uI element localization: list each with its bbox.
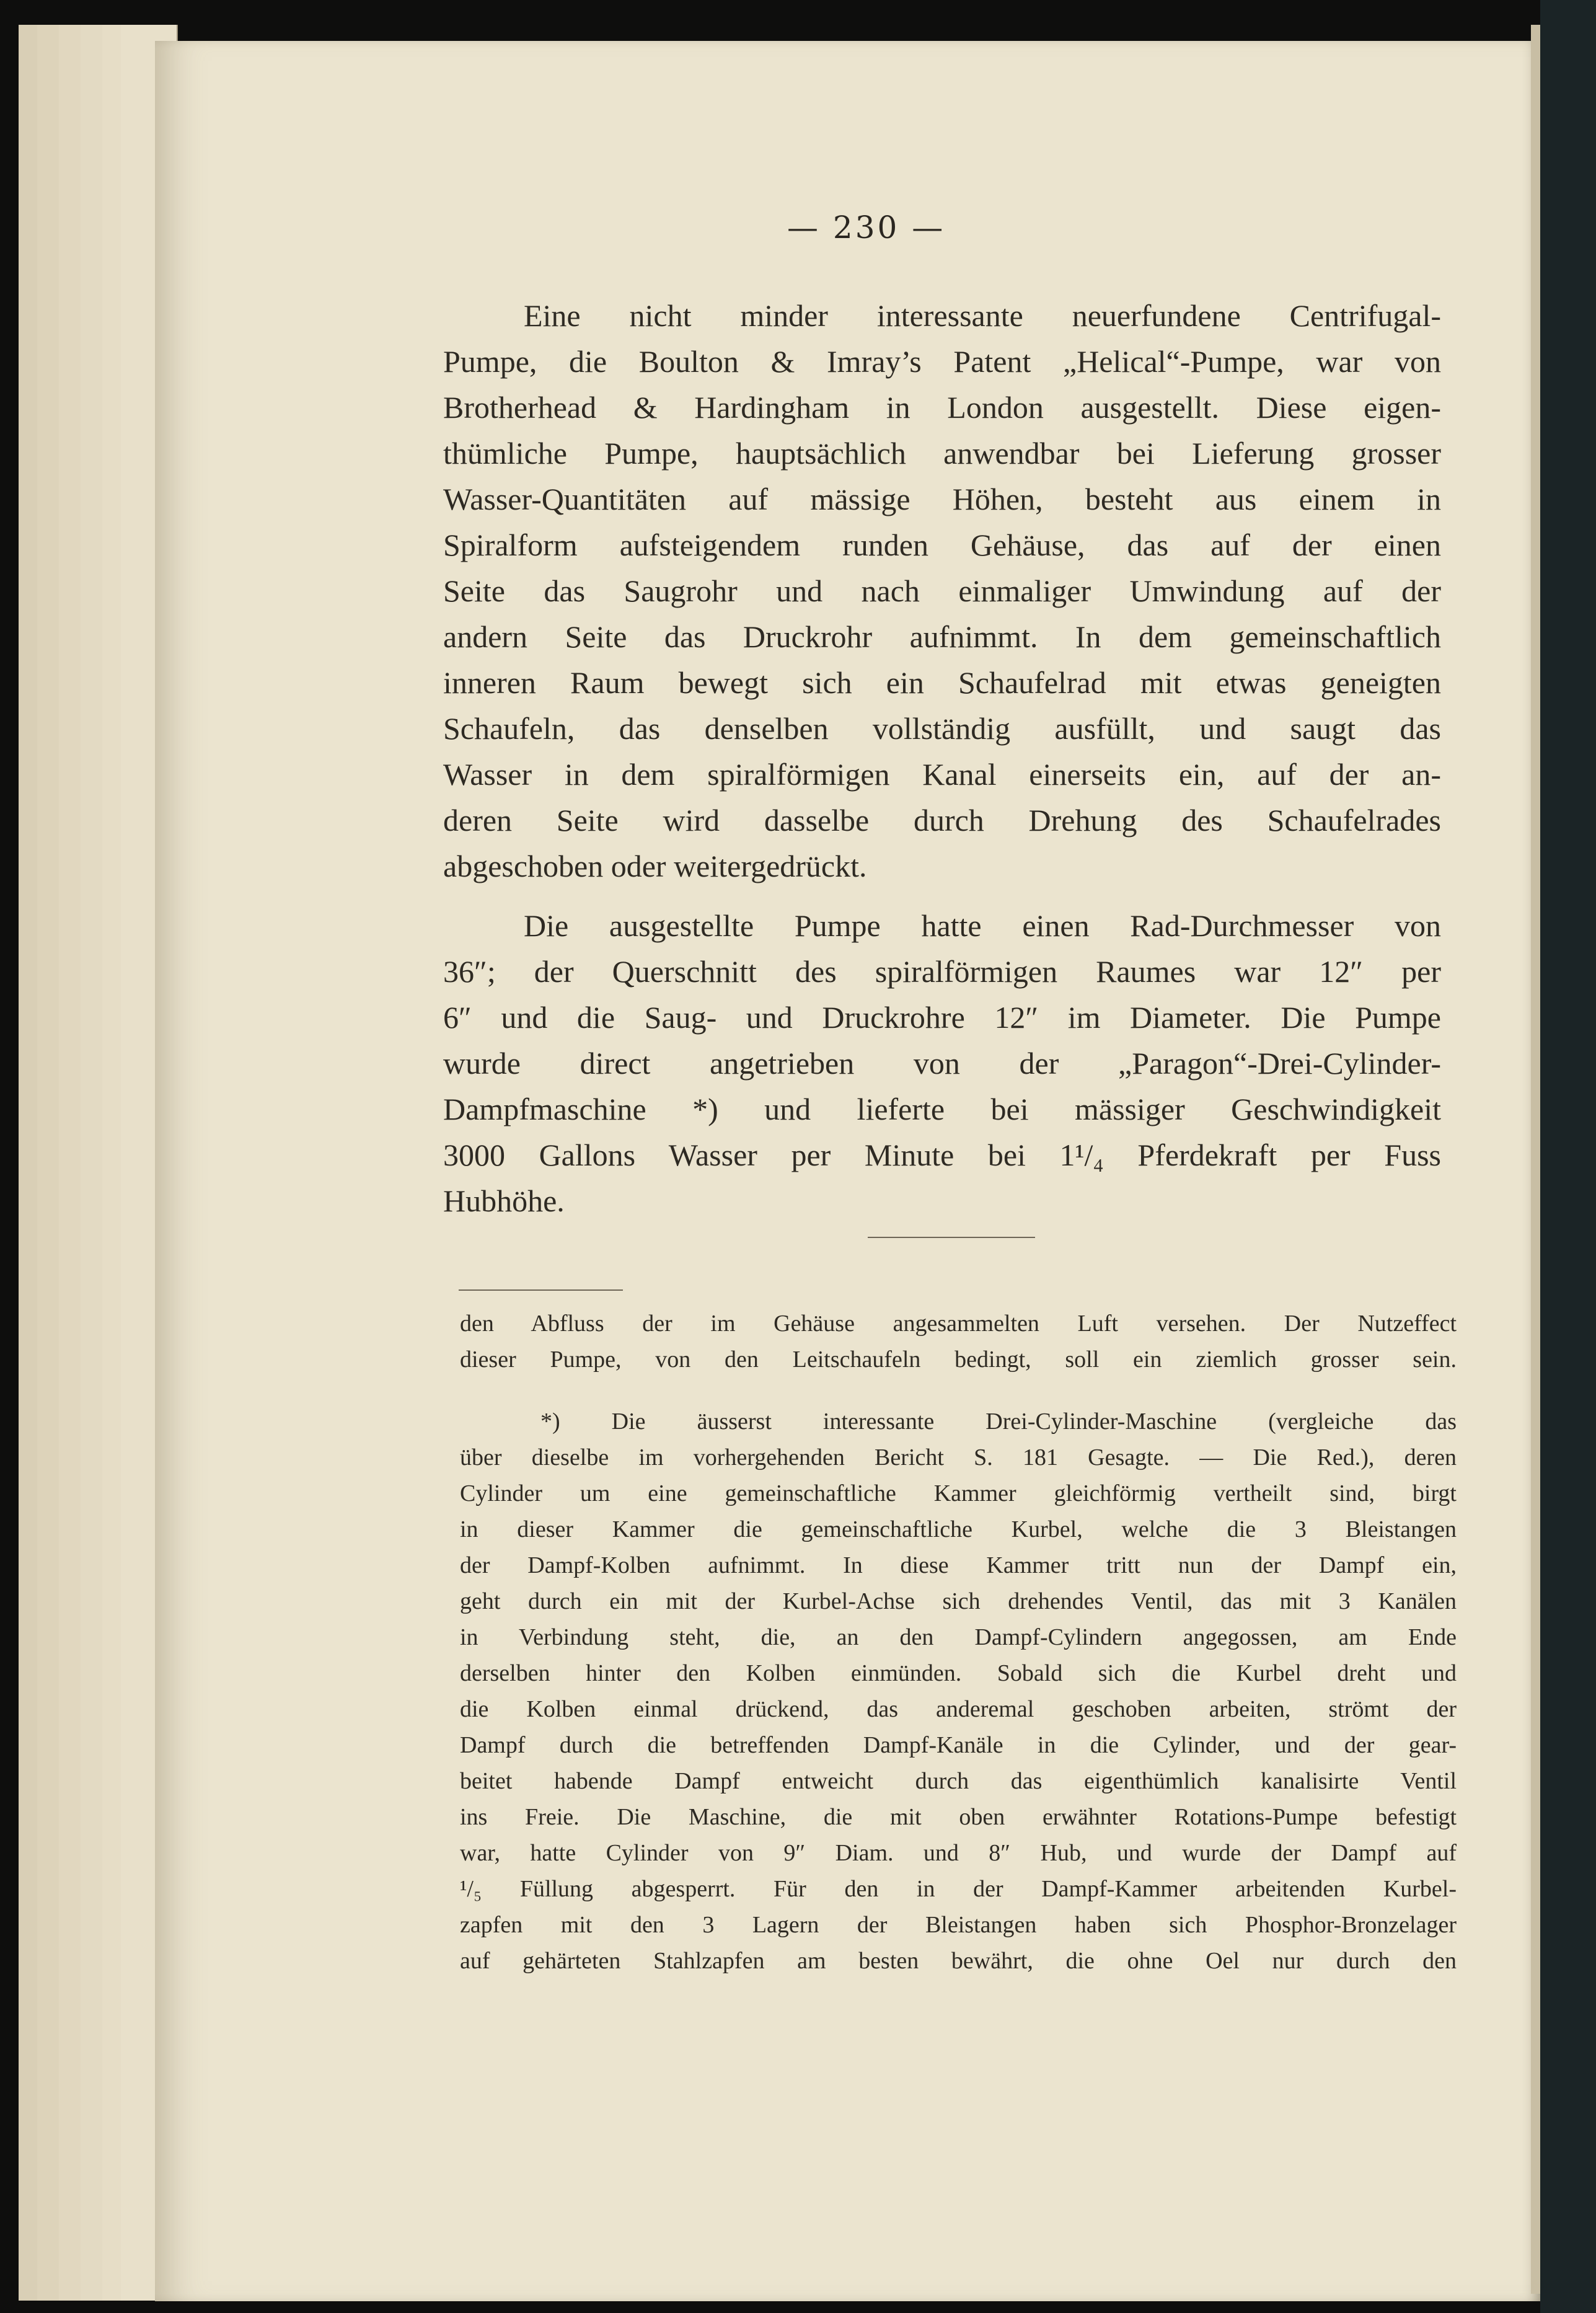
footnote-line: in Verbindung steht, die, an den Dampf-Cylindern angegossen, am Ende [460,1624,1457,1650]
footnote-line: zapfen mit den 3 Lagern der Bleistangen haben sich Phosphor-Bronzelager [460,1912,1457,1938]
footnote-line: über dieselbe im vorhergehenden Bericht S. 181 Gesagte. — Die Red.), deren [460,1444,1457,1471]
page-number: — 230 — [787,210,946,245]
body-line: inneren Raum bewegt sich ein Schaufelrad mit etwas geneigten [443,665,1441,700]
footnote-line: dieser Pumpe, von den Leitschaufeln bedingt, soll ein ziemlich grosser sein. [460,1347,1457,1373]
body-line: abgeschoben oder weitergedrückt. [443,849,867,883]
body-line: Wasser in dem spiralförmigen Kanal einerseits ein, auf der an- [443,757,1441,792]
footnote-line: Dampf durch die betreffenden Dampf-Kanäle in die Cylinder, und der gear- [460,1732,1457,1758]
body-line: Pumpe, die Boulton & Imray’s Patent „Helical“-Pumpe, war von [443,344,1441,379]
footnote-line: ¹/₅ Füllung abgesperrt. Für den in der Dampf-Kammer arbeitenden Kurbel- [460,1876,1457,1902]
footnote-line: in dieser Kammer die gemeinschaftliche Kurbel, welche die 3 Bleistangen [460,1516,1457,1542]
footnote-line: den Abfluss der im Gehäuse angesammelten Luft versehen. Der Nutzeffect [460,1311,1457,1337]
footnote-line: beitet habende Dampf entweicht durch das eigenthümlich kanalisirte Ventil [460,1768,1457,1794]
body-line: Die ausgestellte Pumpe hatte einen Rad-Durchmesser von [524,908,1441,943]
body-line: Spiralform aufsteigendem runden Gehäuse, das auf der einen [443,528,1441,562]
footnote-line: die Kolben einmal drückend, das anderemal geschoben arbeiten, strömt der [460,1696,1457,1722]
body-line: wurde direct angetrieben von der „Paragon“-Drei-Cylinder- [443,1046,1441,1081]
footnote-line: Cylinder um eine gemeinschaftliche Kammer gleichförmig vertheilt sind, birgt [460,1480,1457,1506]
footnote-line: *) Die äusserst interessante Drei-Cylinder-Maschine (vergleiche das [540,1409,1457,1435]
body-line: 36″; der Querschnitt des spiralförmigen Raumes war 12″ per [443,954,1441,989]
footnote-line: geht durch ein mit der Kurbel-Achse sich drehendes Ventil, das mit 3 Kanälen [460,1588,1457,1614]
body-line: 3000 Gallons Wasser per Minute bei 1¹/₄ Pferdekraft per Fuss [443,1138,1441,1172]
body-line: Eine nicht minder interessante neuerfundene Centrifugal- [524,298,1441,333]
footnote-line: der Dampf-Kolben aufnimmt. In diese Kammer tritt nun der Dampf ein, [460,1552,1457,1578]
body-line: Dampfmaschine *) und lieferte bei mässiger Geschwindigkeit [443,1092,1441,1126]
footnote-rule [459,1289,623,1291]
body-line: Wasser-Quantitäten auf mässige Höhen, besteht aus einem in [443,482,1441,516]
body-line: 6″ und die Saug- und Druckrohre 12″ im Diameter. Die Pumpe [443,1000,1441,1035]
footnote-line: war, hatte Cylinder von 9″ Diam. und 8″ Hub, und wurde der Dampf auf [460,1840,1457,1866]
body-line: Hubhöhe. [443,1183,565,1218]
body-line: thümliche Pumpe, hauptsächlich anwendbar bei Lieferung grosser [443,436,1441,471]
footnote-line: ins Freie. Die Maschine, die mit oben erwähnter Rotations-Pumpe befestigt [460,1804,1457,1830]
body-line: deren Seite wird dasselbe durch Drehung des Schaufelrades [443,803,1441,838]
footnote-line: auf gehärteten Stahlzapfen am besten bewährt, die ohne Oel nur durch den [460,1948,1457,1974]
body-line: Brotherhead & Hardingham in London ausgestellt. Diese eigen- [443,390,1441,425]
section-rule [868,1237,1035,1238]
body-line: Schaufeln, das denselben vollständig ausfüllt, und saugt das [443,711,1441,746]
book-binding [1540,0,1596,2313]
body-line: Seite das Saugrohr und nach einmaliger Umwindung auf der [443,573,1441,608]
body-line: andern Seite das Druckrohr aufnimmt. In dem gemeinschaftlich [443,619,1441,654]
footnote-line: derselben hinter den Kolben einmünden. Sobald sich die Kurbel dreht und [460,1660,1457,1686]
